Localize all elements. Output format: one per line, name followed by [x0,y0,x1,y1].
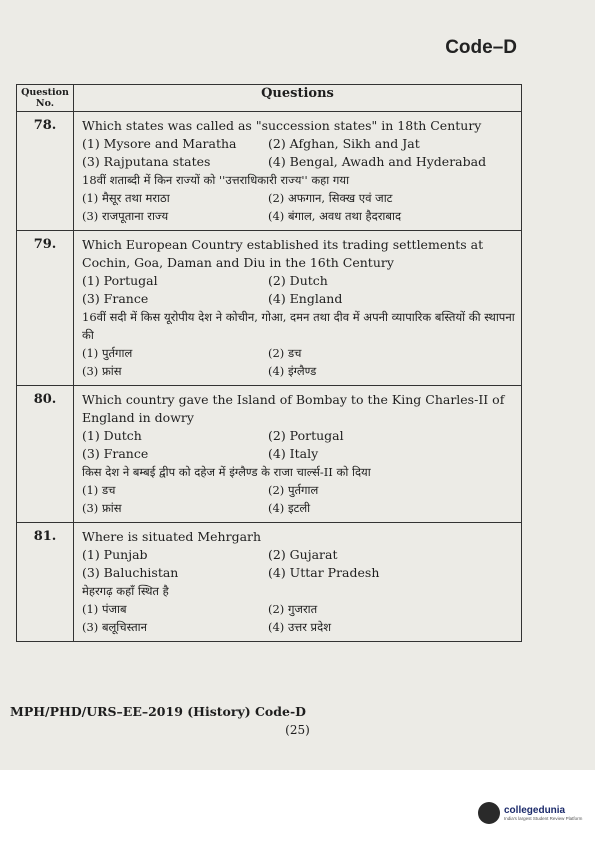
option: (3) France [82,446,149,461]
question-table [16,84,522,642]
option: (1) Portugal [82,273,158,288]
option: (1) Punjab [82,547,148,562]
option-grid-hindi [82,189,515,225]
question-text-hindi: 18वीं शताब्दी में किन राज्यों को ''उत्तराधिकारी राज्य'' कहा गया [82,173,350,187]
column-header-questions: Questions [74,85,522,112]
option-grid-hindi [82,481,515,517]
question-body [74,231,522,386]
option-hindi: (2) डच [268,346,302,360]
brand-text [504,805,582,821]
question-number: 78. [17,112,74,231]
option-hindi: (2) अफगान, सिक्ख एवं जाट [268,191,393,205]
question-text-hindi: किस देश ने बम्बई द्वीप को दहेज में इंग्लैण्ड के राजा चार्ल्स-II को दिया [82,465,371,479]
option-grid [82,546,515,582]
question-row [17,231,522,386]
option-hindi: (1) पंजाब [82,602,127,616]
option-hindi: (3) बलूचिस्तान [82,620,147,634]
option-hindi: (1) मैसूर तथा मराठा [82,191,170,205]
question-number: 80. [17,386,74,523]
question-text-hindi: मेहरगढ़ कहाँ स्थित है [82,584,169,598]
question-body [74,112,522,231]
table-header [17,85,522,112]
option-hindi: (3) फ्रांस [82,501,122,515]
option-hindi: (3) राजपूताना राज्य [82,209,169,223]
option: (2) Dutch [268,273,328,288]
question-number: 81. [17,523,74,642]
option: (4) Uttar Pradesh [268,565,380,580]
question-number: 79. [17,231,74,386]
question-text: Which states was called as "succession states" in 18th Century [82,118,482,133]
option: (1) Dutch [82,428,142,443]
option: (3) France [82,291,149,306]
option-grid [82,427,515,463]
option-grid-hindi [82,600,515,636]
question-text: Where is situated Mehrgarh [82,529,262,544]
option-grid-hindi [82,344,515,380]
option-hindi: (4) इटली [268,501,311,515]
question-text: Which country gave the Island of Bombay to the King Charles-II of England in dowry [82,392,505,425]
option-hindi: (4) बंगाल, अवध तथा हैदराबाद [268,209,402,223]
option: (3) Rajputana states [82,154,211,169]
question-row [17,523,522,642]
footer-code: MPH/PHD/URS–EE–2019 (History) Code-D [10,704,306,719]
option-hindi: (4) इंग्लैण्ड [268,364,317,378]
option-hindi: (1) पुर्तगाल [82,346,133,360]
question-text: Which European Country established its trading settlements at Cochin, Goa, Daman and Diu in the 16th Century [82,237,484,270]
option: (4) England [268,291,343,306]
brand-tagline: India's largest Student Review Platform [504,816,583,821]
option-grid [82,272,515,308]
option-hindi: (2) पुर्तगाल [268,483,319,497]
brand-watermark [478,802,582,824]
option-hindi: (2) गुजरात [268,602,318,616]
option: (3) Baluchistan [82,565,179,580]
option-hindi: (3) फ्रांस [82,364,122,378]
option: (4) Bengal, Awadh and Hyderabad [268,154,487,169]
option-grid [82,135,515,171]
option-hindi: (4) उत्तर प्रदेश [268,620,332,634]
paper-code: Code–D [445,37,517,58]
column-header-no: Question No. [17,85,74,112]
option: (2) Portugal [268,428,344,443]
brand-name: collegedunia [504,805,566,816]
option: (2) Afghan, Sikh and Jat [268,136,420,151]
question-row [17,386,522,523]
question-body [74,386,522,523]
question-text-hindi: 16वीं सदी में किस यूरोपीय देश ने कोचीन, गोआ, दमन तथा दीव में अपनी व्यापारिक बस्तियों की स्थापना की [82,310,515,342]
option: (2) Gujarat [268,547,338,562]
question-row [17,112,522,231]
brand-logo-icon [478,802,500,824]
question-body [74,523,522,642]
option: (1) Mysore and Maratha [82,136,237,151]
option-hindi: (1) डच [82,483,116,497]
page-number: (25) [285,723,310,737]
option: (4) Italy [268,446,319,461]
